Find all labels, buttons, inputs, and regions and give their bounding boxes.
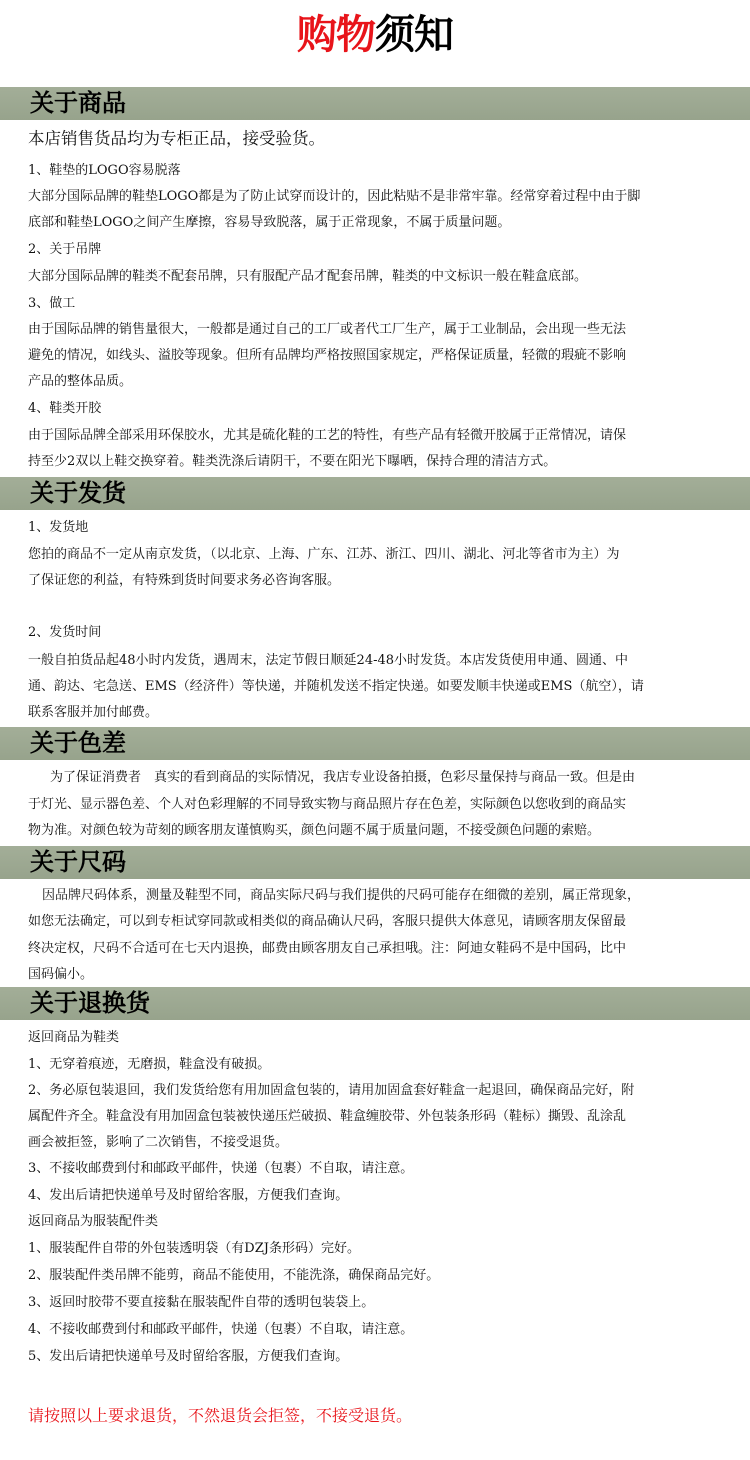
text-line: 2、发货时间 xyxy=(28,625,102,640)
text-line: 由于国际品牌的销售量很大，一般都是通过自己的工厂或者代工厂生产，属于工业制品，会出现一些无法 xyxy=(28,322,627,337)
text-line: 因品牌尺码体系，测量及鞋型不同，商品实际尺码与我们提供的尺码可能存在细微的差别，属正常现象， xyxy=(42,888,641,903)
text-line: 避免的情况，如线头、溢胶等现象。但所有品牌均严格按照国家规定，严格保证质量，轻微的瑕疵不影响 xyxy=(28,348,627,363)
text-line: 如您无法确定，可以到专柜试穿同款或相类似的商品确认尺码，客服只提供大体意见，请顾客朋友保留最 xyxy=(28,914,627,929)
text-line: 了保证您的利益，有特殊到货时间要求务必咨询客服。 xyxy=(28,573,341,588)
section-header-goods xyxy=(0,87,750,120)
text-line: 底部和鞋垫LOGO之间产生摩擦，容易导致脱落，属于正常现象，不属于质量问题。 xyxy=(28,215,511,230)
text-line: 于灯光、显示器色差、个人对色彩理解的不同导致实物与商品照片存在色差，实际颜色以您收到的商品实 xyxy=(28,797,627,812)
section-header-size xyxy=(0,846,750,879)
text-line: 1、服装配件自带的外包装透明袋（有DZJ条形码）完好。 xyxy=(28,1241,360,1256)
text-line: 画会被拒签，影响了二次销售，不接受退货。 xyxy=(28,1135,289,1150)
text-line: 为了保证消费者 真实的看到商品的实际情况，我店专业设备拍摄，色彩尽量保持与商品一致。但是由 xyxy=(50,770,636,785)
text-line: 返回商品为鞋类 xyxy=(28,1030,120,1045)
text-line: 联系客服并加付邮费。 xyxy=(28,705,159,720)
text-line: 3、不接收邮费到付和邮政平邮件，快递（包裹）不自取，请注意。 xyxy=(28,1161,414,1176)
section-header-shipping xyxy=(0,477,750,510)
section-title: 关于退换货 xyxy=(30,989,150,1017)
return-warning: 请按照以上要求退货，不然退货会拒签，不接受退货。 xyxy=(28,1406,413,1425)
title-part2: 须知 xyxy=(375,12,453,58)
text-line: 通、韵达、宅急送、EMS（经济件）等快递，并随机发送不指定快递。如要发顺丰快递或EMS（航空），请 xyxy=(28,679,644,694)
text-line: 您拍的商品不一定从南京发货，（以北京、上海、广东、江苏、浙江、四川、湖北、河北等省市为主）为 xyxy=(28,547,620,562)
title-part1: 购物 xyxy=(297,12,375,58)
text-line: 4、不接收邮费到付和邮政平邮件，快递（包裹）不自取，请注意。 xyxy=(28,1322,414,1337)
text-line: 1、发货地 xyxy=(28,520,89,535)
section-title: 关于发货 xyxy=(30,479,126,507)
section-title: 关于色差 xyxy=(30,729,126,757)
text-line: 物为准。对颜色较为苛刻的顾客朋友谨慎购买，颜色问题不属于质量问题，不接受颜色问题的索赔。 xyxy=(28,823,601,838)
text-line: 3、做工 xyxy=(28,296,76,311)
text-line: 4、发出后请把快递单号及时留给客服，方便我们查询。 xyxy=(28,1188,349,1203)
text-line: 属配件齐全。鞋盒没有用加固盒包装被快递压烂破损、鞋盒缠胶带、外包装条形码（鞋标）撕毁、乱涂乱 xyxy=(28,1109,627,1124)
text-line: 2、务必原包装退回，我们发货给您有用加固盒包装的，请用加固盒套好鞋盒一起退回，确保商品完好，附 xyxy=(28,1083,635,1098)
text-line: 终决定权，尺码不合适可在七天内退换，邮费由顾客朋友自己承担哦。注：阿迪女鞋码不是中国码，比中 xyxy=(28,941,627,956)
section-title: 关于尺码 xyxy=(30,848,126,876)
text-line: 2、服装配件类吊牌不能剪，商品不能使用，不能洗涤，确保商品完好。 xyxy=(28,1268,440,1283)
section-header-color xyxy=(0,727,750,760)
text-line: 3、返回时胶带不要直接黏在服装配件自带的透明包装袋上。 xyxy=(28,1295,375,1310)
text-line: 5、发出后请把快递单号及时留给客服，方便我们查询。 xyxy=(28,1349,349,1364)
text-line: 由于国际品牌全部采用环保胶水，尤其是硫化鞋的工艺的特性，有些产品有轻微开胶属于正常情况，请保 xyxy=(28,428,627,443)
text-line: 国码偏小。 xyxy=(28,967,94,982)
text-line: 大部分国际品牌的鞋类不配套吊牌，只有服配产品才配套吊牌，鞋类的中文标识一般在鞋盒底部。 xyxy=(28,269,588,284)
goods-intro: 本店销售货品均为专柜正品，接受验货。 xyxy=(28,129,325,148)
text-line: 2、关于吊牌 xyxy=(28,242,102,257)
text-line: 1、无穿着痕迹，无磨损，鞋盒没有破损。 xyxy=(28,1057,271,1072)
text-line: 产品的整体品质。 xyxy=(28,374,133,389)
text-line: 一般自拍货品起48小时内发货，遇周末，法定节假日顺延24-48小时发货。本店发货使用申通、圆通、中 xyxy=(28,653,629,668)
text-line: 持至少2双以上鞋交换穿着。鞋类洗涤后请阴干，不要在阳光下曝晒，保持合理的清洁方式。 xyxy=(28,454,557,469)
text-line: 大部分国际品牌的鞋垫LOGO都是为了防止试穿而设计的，因此粘贴不是非常牢靠。经常穿着过程中由于脚 xyxy=(28,189,641,204)
page-title xyxy=(0,0,750,70)
section-title: 关于商品 xyxy=(30,89,126,117)
section-header-returns xyxy=(0,987,750,1020)
text-line: 4、鞋类开胶 xyxy=(28,401,102,416)
text-line: 返回商品为服装配件类 xyxy=(28,1214,159,1229)
text-line: 1、鞋垫的LOGO容易脱落 xyxy=(28,163,181,178)
